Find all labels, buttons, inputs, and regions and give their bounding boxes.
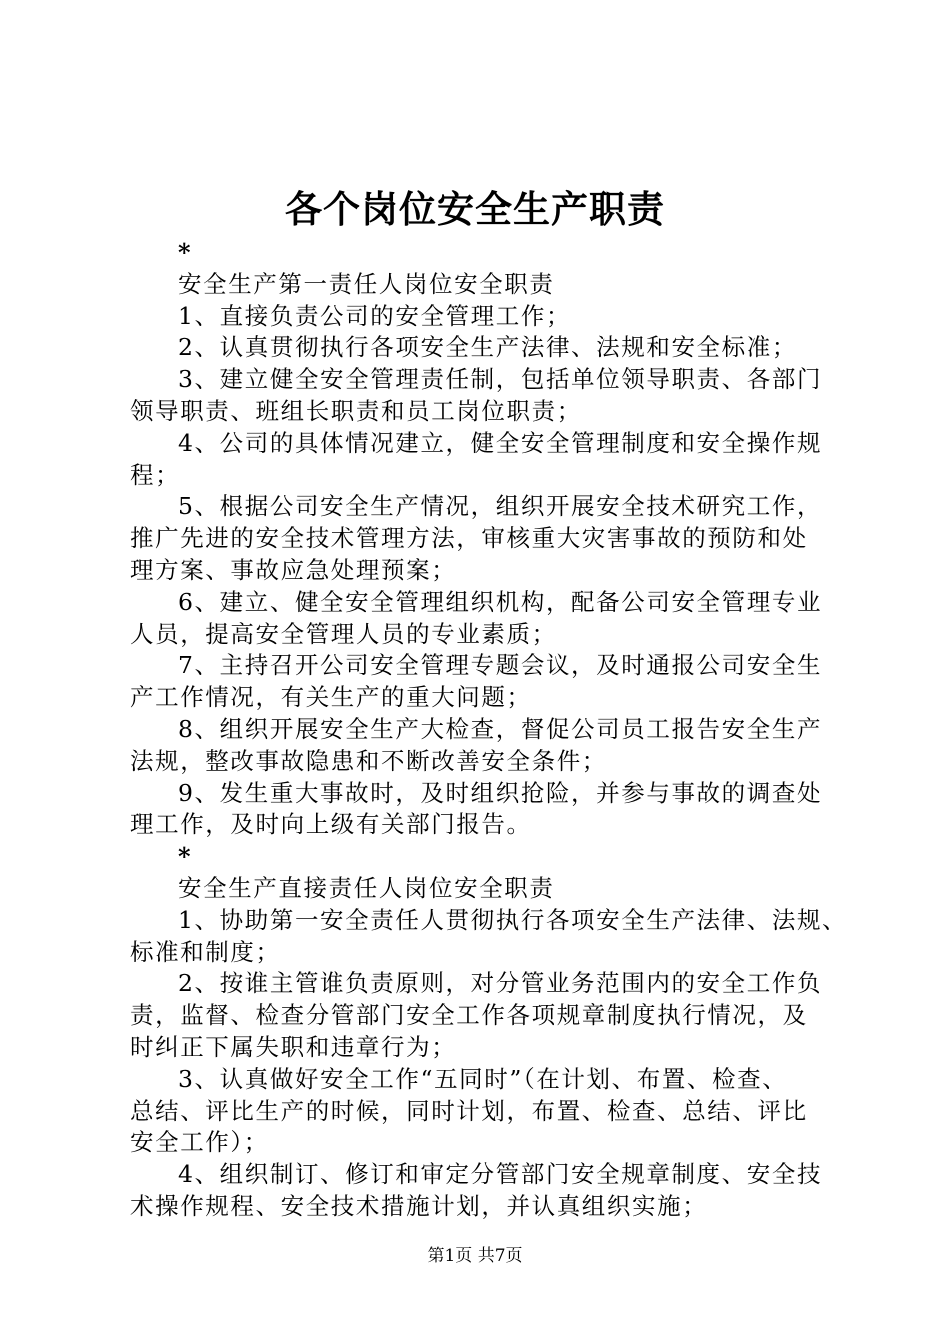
text-line: 安全生产第一责任人岗位安全职责 [178,269,555,298]
text-line: 7、主持召开公司安全管理专题会议，及时通报公司安全生 [178,651,823,680]
text-line: 人员，提高安全管理人员的专业素质； [130,619,557,648]
text-line: 6、建立、健全安全管理组织机构，配备公司安全管理专业 [178,587,823,616]
text-line: 1、协助第一安全责任人贯彻执行各项安全生产法律、法规、 [178,905,848,934]
document-title: 各个岗位安全生产职责 [285,187,665,231]
text-line: 9、发生重大事故时，及时组织抢险，并参与事故的调查处 [178,778,823,807]
text-line: 程； [130,460,181,489]
text-line: 理工作，及时向上级有关部门报告。 [130,810,532,839]
section-marker: * [178,238,193,267]
text-line: 产工作情况，有关生产的重大问题； [130,683,532,712]
text-line: 安全生产直接责任人岗位安全职责 [178,873,555,902]
text-line: 8、组织开展安全生产大检查，督促公司员工报告安全生产 [178,714,823,743]
text-line: 3、建立健全安全管理责任制，包括单位领导职责、各部门 [178,365,823,394]
text-line: 4、公司的具体情况建立，健全安全管理制度和安全操作规 [178,428,823,457]
text-line: 推广先进的安全技术管理方法，审核重大灾害事故的预防和处 [130,524,808,553]
text-line: 4、组织制订、修订和审定分管部门安全规章制度、安全技 [178,1160,823,1189]
text-line: 时纠正下属失职和违章行为； [130,1032,457,1061]
section-marker: * [178,842,193,872]
text-line: 标准和制度； [130,937,281,966]
text-line: 法规，整改事故隐患和不断改善安全条件； [130,746,607,775]
page-footer: 第1页 共7页 [427,1246,523,1266]
text-line: 总结、评比生产的时候，同时计划，布置、检查、总结、评比 [130,1096,808,1125]
text-line: 理方案、事故应急处理预案； [130,555,457,584]
text-line: 3、认真做好安全工作“五同时”（在计划、布置、检查、 [178,1064,788,1093]
text-line: 术操作规程、安全技术措施计划，并认真组织实施； [130,1191,708,1220]
document-body [130,237,848,1223]
text-line: 领导职责、班组长职责和员工岗位职责； [130,396,582,425]
text-line: 责，监督、检查分管部门安全工作各项规章制度执行情况，及 [130,1001,808,1030]
text-line: 安全工作）； [130,1128,269,1157]
text-line: 2、按谁主管谁负责原则，对分管业务范围内的安全工作负 [178,969,823,998]
text-line: 2、认真贯彻执行各项安全生产法律、法规和安全标准； [178,333,797,362]
text-line: 5、根据公司安全生产情况，组织开展安全技术研究工作， [178,492,823,521]
text-line: 1、直接负责公司的安全管理工作； [178,301,572,330]
